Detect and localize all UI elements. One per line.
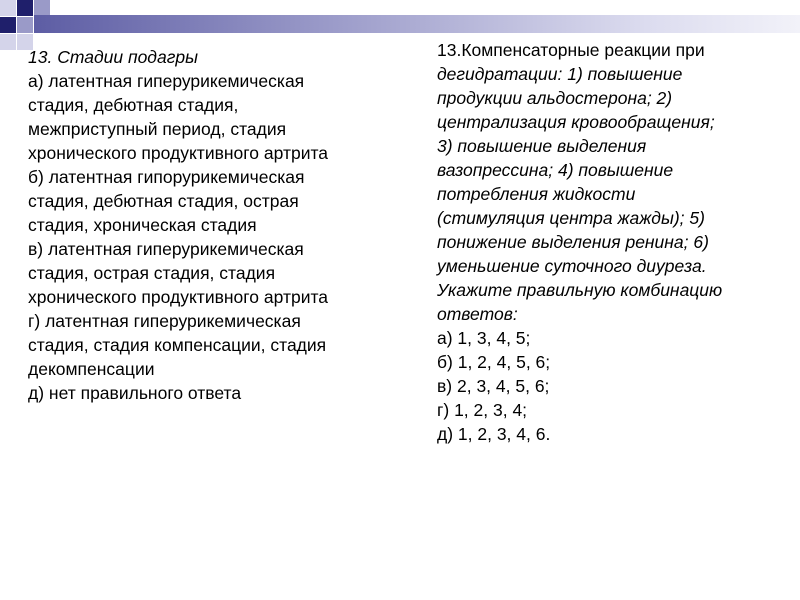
question-line: понижение выделения ренина; 6): [437, 232, 709, 252]
option-line: стадия, дебютная стадия,: [28, 95, 239, 115]
option-line: хронического продуктивного артрита: [28, 287, 329, 307]
answer-line: в) 2, 3, 4, 5, 6;: [437, 376, 550, 396]
option-line: стадия, дебютная стадия, острая: [28, 191, 299, 211]
option-line: хронического продуктивного артрита: [28, 143, 329, 163]
option-line: межприступный период, стадия: [28, 119, 287, 139]
question-title: 13. Стадии подагры: [28, 47, 198, 67]
top-gradient-bar: [34, 15, 800, 33]
right-question-block: [437, 38, 777, 446]
question-line: уменьшение суточного диуреза.: [437, 256, 707, 276]
option-line: б) латентная гипорурикемическая: [28, 167, 305, 187]
decor-square: [0, 17, 16, 33]
option-line: стадия, острая стадия, стадия: [28, 263, 276, 283]
answer-line: д) 1, 2, 3, 4, 6.: [437, 424, 551, 444]
question-line: Укажите правильную комбинацию: [437, 280, 723, 300]
question-line: 3) повышение выделения: [437, 136, 647, 156]
question-line: продукции альдостерона; 2): [437, 88, 673, 108]
decor-square: [0, 34, 16, 50]
option-line: д) нет правильного ответа: [28, 383, 242, 403]
option-line: г) латентная гиперурикемическая: [28, 311, 301, 331]
answer-line: б) 1, 2, 4, 5, 6;: [437, 352, 551, 372]
decor-square: [0, 0, 16, 16]
option-line: в) латентная гиперурикемическая: [28, 239, 304, 259]
decor-square: [17, 0, 33, 16]
question-line: потребления жидкости: [437, 184, 636, 204]
answer-line: а) 1, 3, 4, 5;: [437, 328, 531, 348]
question-line: вазопрессина; 4) повышение: [437, 160, 674, 180]
left-question-block: [28, 45, 390, 405]
option-line: а) латентная гиперурикемическая: [28, 71, 305, 91]
option-line: декомпенсации: [28, 359, 155, 379]
decor-square: [34, 0, 50, 16]
question-line: (стимуляция центра жажды); 5): [437, 208, 705, 228]
decor-square: [17, 17, 33, 33]
question-line: дегидратации: 1) повышение: [437, 64, 683, 84]
question-line: ответов:: [437, 304, 518, 324]
question-line: централизация кровообращения;: [437, 112, 715, 132]
answer-line: г) 1, 2, 3, 4;: [437, 400, 528, 420]
question-line: 13.Компенсаторные реакции при: [437, 40, 705, 60]
option-line: стадия, хроническая стадия: [28, 215, 257, 235]
option-line: стадия, стадия компенсации, стадия: [28, 335, 327, 355]
